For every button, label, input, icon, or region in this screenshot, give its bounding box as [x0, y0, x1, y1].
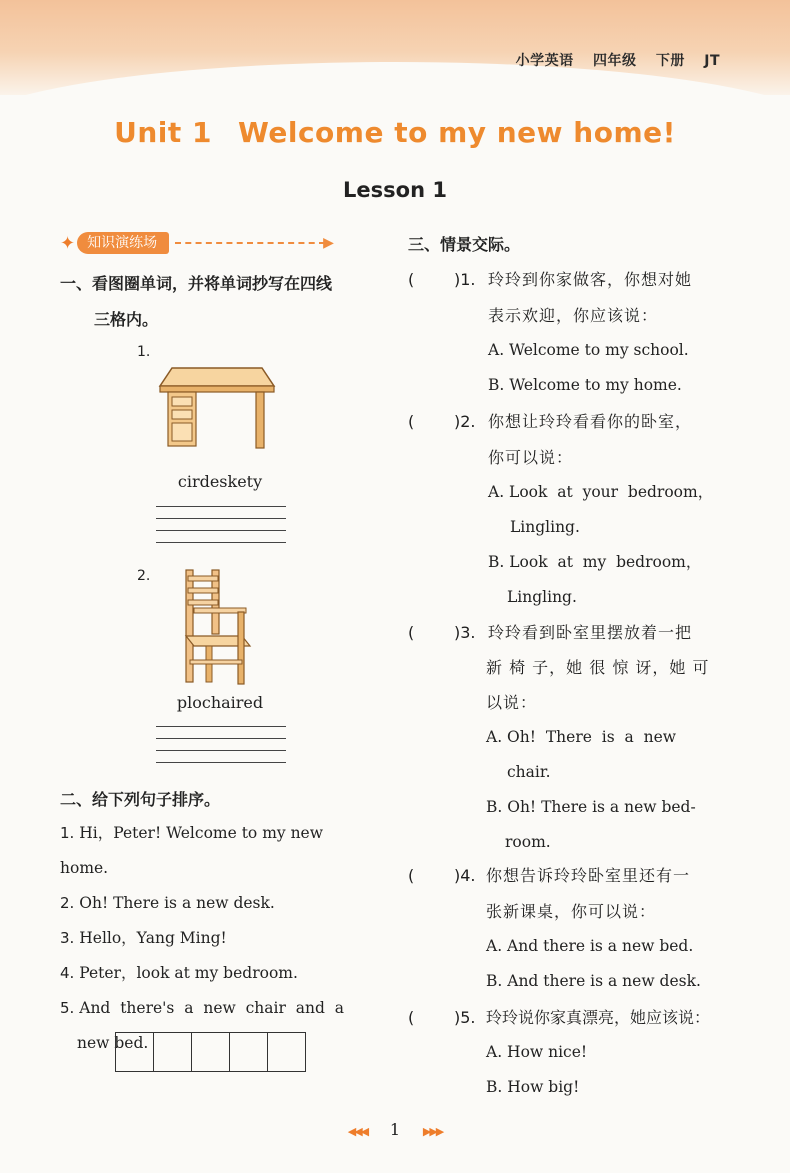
- q1-option-a[interactable]: A. Welcome to my school.: [488, 341, 689, 359]
- next-page-icon[interactable]: ▶▶▶: [422, 1125, 443, 1138]
- question-2: ( )2. 你想让玲玲看看你的卧室，: [408, 412, 693, 431]
- answer-paren[interactable]: (: [408, 270, 415, 289]
- answer-box[interactable]: [191, 1033, 229, 1071]
- item1-word: cirdeskety: [177, 472, 263, 491]
- banner-dash: [175, 242, 325, 244]
- section1-heading-line2: 三格内。: [94, 310, 159, 329]
- q3-option-a-cont: chair.: [507, 763, 551, 781]
- answer-paren[interactable]: (: [408, 1008, 415, 1027]
- question-4-line2: 张新课桌，你可以说：: [486, 902, 657, 921]
- q3-option-a[interactable]: A. Oh! There is a new: [486, 728, 677, 746]
- book-code: JT: [704, 53, 720, 69]
- page-number: 1: [389, 1120, 401, 1139]
- unit-title: [0, 116, 790, 149]
- question-3: ( )3. 玲玲看到卧室里摆放着一把: [408, 623, 693, 642]
- answer-paren[interactable]: (: [408, 412, 415, 431]
- answer-box[interactable]: [116, 1033, 153, 1071]
- item2-word: plochaired: [176, 693, 264, 712]
- answer-box[interactable]: [153, 1033, 191, 1071]
- question-1: ( )1. 玲玲到你家做客，你想对她: [408, 270, 693, 289]
- question-3-line3: 以说：: [486, 693, 538, 712]
- answer-box[interactable]: [229, 1033, 267, 1071]
- q5-option-a[interactable]: A. How nice!: [486, 1043, 588, 1061]
- q2-option-b[interactable]: B. Look at my bedroom，: [488, 553, 702, 571]
- question-3-line2: 新 椅 子，她 很 惊 讶，她 可: [486, 658, 710, 677]
- banner-label: 知识演练场: [77, 232, 169, 254]
- answer-paren[interactable]: (: [408, 866, 415, 885]
- four-line-grid-1[interactable]: [156, 506, 286, 554]
- section1-heading-line1: 一、看图圈单词，并将单词抄写在四线: [60, 274, 333, 293]
- question-2-line2: 你可以说：: [488, 448, 574, 467]
- q4-option-a[interactable]: A. And there is a new bed.: [486, 937, 694, 955]
- question-5: ( )5. 玲玲说你家真漂亮，她应该说：: [408, 1008, 711, 1027]
- q3-option-b[interactable]: B. Oh! There is a new bed-: [486, 798, 696, 816]
- list-item: 5. And there's a new chair and a: [60, 999, 344, 1017]
- desk-icon: [158, 364, 276, 450]
- list-item: 3. Hello，Yang Ming!: [60, 929, 227, 947]
- q2-option-a[interactable]: A. Look at your bedroom，: [488, 483, 714, 501]
- lesson-title: Lesson 1: [343, 178, 447, 202]
- section3-heading: 三、情景交际。: [408, 235, 521, 254]
- arrow-right-icon: ▶: [323, 235, 334, 251]
- list-item: 2. Oh! There is a new desk.: [60, 894, 275, 912]
- item2-number: 2.: [137, 568, 151, 584]
- q5-option-b[interactable]: B. How big!: [486, 1078, 580, 1096]
- book-info: [516, 50, 720, 70]
- four-line-grid-2[interactable]: [156, 726, 286, 774]
- q2-option-a-cont: Lingling.: [510, 518, 580, 536]
- item1-number: 1.: [137, 344, 151, 360]
- q4-option-b[interactable]: B. And there is a new desk.: [486, 972, 701, 990]
- q3-option-b-cont: room.: [505, 833, 551, 851]
- list-item: 4. Peter，look at my bedroom.: [60, 964, 298, 982]
- unit-name: Welcome to my new home!: [237, 116, 676, 149]
- book-grade: 四年级: [592, 53, 637, 69]
- unit-number: Unit 1: [114, 116, 212, 149]
- q1-option-b[interactable]: B. Welcome to my home.: [488, 376, 682, 394]
- list-item-continued: new bed.: [77, 1034, 149, 1052]
- section2-heading: 二、给下列句子排序。: [60, 790, 221, 809]
- book-subject: 小学英语: [515, 53, 574, 69]
- answer-boxes[interactable]: [115, 1032, 306, 1072]
- star-icon: ✦: [60, 232, 76, 254]
- q2-option-b-cont: Lingling.: [507, 588, 577, 606]
- chair-icon: [176, 566, 256, 686]
- prev-page-icon[interactable]: ◀◀◀: [347, 1125, 368, 1138]
- practice-banner: [60, 232, 334, 254]
- sentence-list: [60, 816, 370, 1061]
- question-1-line2: 表示欢迎，你应该说：: [488, 306, 659, 325]
- book-term: 下册: [655, 53, 685, 69]
- question-4: ( )4. 你想告诉玲玲卧室里还有一: [408, 866, 691, 885]
- list-item: 1. Hi，Peter! Welcome to my new home.: [60, 824, 323, 877]
- answer-paren[interactable]: (: [408, 623, 415, 642]
- answer-box[interactable]: [267, 1033, 305, 1071]
- page-footer: [0, 1120, 790, 1139]
